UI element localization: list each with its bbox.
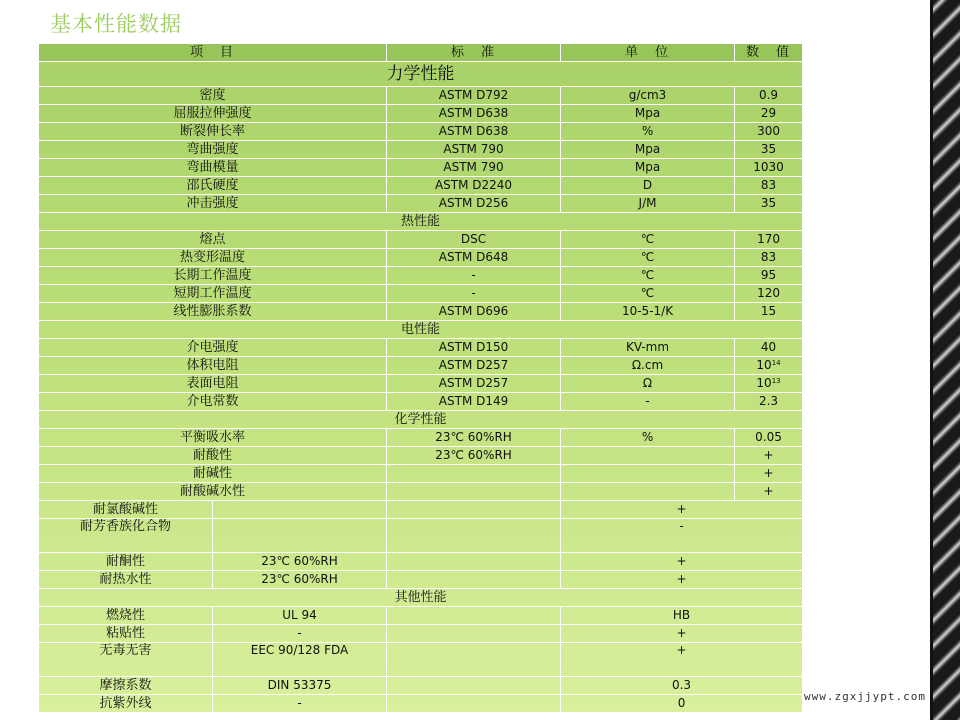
table-row xyxy=(39,285,803,303)
item-value: 120 xyxy=(735,285,803,303)
item-standard: ASTM D150 xyxy=(387,339,561,357)
item-name: 燃烧性 xyxy=(39,607,213,625)
empty-cell xyxy=(387,695,561,713)
item-value: 29 xyxy=(735,105,803,123)
item-name: 线性膨胀系数 xyxy=(39,303,387,321)
table-row xyxy=(39,231,803,249)
table-row xyxy=(39,159,803,177)
item-standard: - xyxy=(387,285,561,303)
item-standard: ASTM D792 xyxy=(387,87,561,105)
table-row xyxy=(39,105,803,123)
item-value: 95 xyxy=(735,267,803,285)
value-exponent: 14 xyxy=(771,359,781,367)
item-name: 耐碱性 xyxy=(39,465,387,483)
item-name: 无毒无害 xyxy=(39,643,213,677)
item-name: 耐热水性 xyxy=(39,571,213,589)
table-row xyxy=(39,123,803,141)
item-name: 耐氯酸碱性 xyxy=(39,501,213,519)
table-row xyxy=(39,429,803,447)
table-row xyxy=(39,375,803,393)
item-standard: ASTM 790 xyxy=(387,159,561,177)
item-name: 断裂伸长率 xyxy=(39,123,387,141)
value-exponent: 13 xyxy=(771,377,781,385)
item-name: 密度 xyxy=(39,87,387,105)
item-standard: ASTM D257 xyxy=(387,357,561,375)
item-value: + xyxy=(561,571,803,589)
item-condition: 23℃ 60%RH xyxy=(213,553,387,571)
item-name: 耐酸性 xyxy=(39,447,387,465)
section-row xyxy=(39,589,803,607)
table-row xyxy=(39,177,803,195)
table-row xyxy=(39,87,803,105)
item-name: 短期工作温度 xyxy=(39,285,387,303)
header-unit: 单 位 xyxy=(561,44,735,62)
item-value: + xyxy=(561,625,803,643)
item-value: 0.05 xyxy=(735,429,803,447)
table-row xyxy=(39,393,803,411)
item-name: 抗紫外线 xyxy=(39,695,213,713)
item-standard xyxy=(387,483,561,501)
item-value: + xyxy=(561,643,803,677)
item-value: - xyxy=(561,519,803,553)
section-other: 其他性能 xyxy=(39,589,803,607)
empty-cell xyxy=(387,677,561,695)
empty-cell xyxy=(387,501,561,519)
item-value: 0.9 xyxy=(735,87,803,105)
item-standard: - xyxy=(387,267,561,285)
item-unit: Mpa xyxy=(561,105,735,123)
decorative-filmstrip-border xyxy=(930,0,960,720)
item-unit: J/M xyxy=(561,195,735,213)
item-unit: 10-5-1/K xyxy=(561,303,735,321)
table-row xyxy=(39,625,803,643)
table-row xyxy=(39,519,803,553)
item-unit: KV-mm xyxy=(561,339,735,357)
table-header-row xyxy=(39,44,803,62)
item-value: 35 xyxy=(735,195,803,213)
table-row xyxy=(39,643,803,677)
item-standard: ASTM D696 xyxy=(387,303,561,321)
item-value: + xyxy=(735,483,803,501)
value-base: 10 xyxy=(756,358,772,372)
item-unit: ℃ xyxy=(561,249,735,267)
table-row xyxy=(39,553,803,571)
table-row xyxy=(39,303,803,321)
item-unit: ℃ xyxy=(561,267,735,285)
table-row xyxy=(39,195,803,213)
item-value: 40 xyxy=(735,339,803,357)
item-name: 熔点 xyxy=(39,231,387,249)
item-value: 0.3 xyxy=(561,677,803,695)
item-name: 介电强度 xyxy=(39,339,387,357)
item-unit: ℃ xyxy=(561,285,735,303)
item-condition: - xyxy=(213,625,387,643)
table-row xyxy=(39,447,803,465)
value-base: 10 xyxy=(756,376,772,390)
empty-cell xyxy=(387,571,561,589)
section-row xyxy=(39,213,803,231)
section-mechanical: 力学性能 xyxy=(39,62,803,87)
item-name: 弯曲强度 xyxy=(39,141,387,159)
item-standard: ASTM 790 xyxy=(387,141,561,159)
header-value: 数 值 xyxy=(735,44,803,62)
item-unit: ℃ xyxy=(561,231,735,249)
item-name: 冲击强度 xyxy=(39,195,387,213)
item-value: 170 xyxy=(735,231,803,249)
item-name: 热变形温度 xyxy=(39,249,387,267)
table-row xyxy=(39,677,803,695)
item-condition xyxy=(213,519,387,553)
section-row xyxy=(39,62,803,87)
item-condition: - xyxy=(213,695,387,713)
item-standard: ASTM D149 xyxy=(387,393,561,411)
item-name: 摩擦系数 xyxy=(39,677,213,695)
header-item: 项 目 xyxy=(39,44,387,62)
item-value: + xyxy=(735,447,803,465)
item-value: 300 xyxy=(735,123,803,141)
item-unit: % xyxy=(561,123,735,141)
item-name: 屈服拉伸强度 xyxy=(39,105,387,123)
item-standard: ASTM D648 xyxy=(387,249,561,267)
item-standard xyxy=(387,465,561,483)
item-condition: DIN 53375 xyxy=(213,677,387,695)
item-value xyxy=(735,357,803,375)
item-name: 平衡吸水率 xyxy=(39,429,387,447)
item-condition: UL 94 xyxy=(213,607,387,625)
page-title: 基本性能数据 xyxy=(50,12,182,36)
item-unit xyxy=(561,447,735,465)
empty-cell xyxy=(387,519,561,553)
table-row xyxy=(39,249,803,267)
item-standard: 23℃ 60%RH xyxy=(387,429,561,447)
item-value xyxy=(735,375,803,393)
section-row xyxy=(39,411,803,429)
item-value: + xyxy=(561,501,803,519)
item-name: 粘贴性 xyxy=(39,625,213,643)
table-row xyxy=(39,695,803,713)
section-row xyxy=(39,321,803,339)
item-name: 介电常数 xyxy=(39,393,387,411)
item-value: 1030 xyxy=(735,159,803,177)
item-value: 0 xyxy=(561,695,803,713)
item-name: 长期工作温度 xyxy=(39,267,387,285)
empty-cell xyxy=(387,553,561,571)
item-value: 2.3 xyxy=(735,393,803,411)
item-unit: D xyxy=(561,177,735,195)
item-unit: - xyxy=(561,393,735,411)
properties-table xyxy=(38,43,803,713)
item-value: + xyxy=(735,465,803,483)
section-electrical: 电性能 xyxy=(39,321,803,339)
header-standard: 标 准 xyxy=(387,44,561,62)
item-name: 体积电阻 xyxy=(39,357,387,375)
table-row xyxy=(39,357,803,375)
item-name: 耐酮性 xyxy=(39,553,213,571)
empty-cell xyxy=(387,625,561,643)
item-unit xyxy=(561,483,735,501)
item-standard: ASTM D638 xyxy=(387,105,561,123)
item-standard: ASTM D638 xyxy=(387,123,561,141)
item-value: 35 xyxy=(735,141,803,159)
table-row xyxy=(39,607,803,625)
item-standard: DSC xyxy=(387,231,561,249)
empty-cell xyxy=(387,643,561,677)
item-condition: EEC 90/128 FDA xyxy=(213,643,387,677)
item-value: 15 xyxy=(735,303,803,321)
item-name: 邵氏硬度 xyxy=(39,177,387,195)
item-unit xyxy=(561,465,735,483)
item-value: 83 xyxy=(735,177,803,195)
table-row xyxy=(39,339,803,357)
item-unit: Mpa xyxy=(561,141,735,159)
item-unit: Mpa xyxy=(561,159,735,177)
item-condition: 23℃ 60%RH xyxy=(213,571,387,589)
item-name: 耐酸碱水性 xyxy=(39,483,387,501)
item-standard: ASTM D256 xyxy=(387,195,561,213)
empty-cell xyxy=(387,607,561,625)
table-row xyxy=(39,571,803,589)
table-row xyxy=(39,483,803,501)
section-thermal: 热性能 xyxy=(39,213,803,231)
item-standard: ASTM D257 xyxy=(387,375,561,393)
item-value: + xyxy=(561,553,803,571)
section-chemical: 化学性能 xyxy=(39,411,803,429)
table-row xyxy=(39,501,803,519)
item-unit: Ω xyxy=(561,375,735,393)
item-unit: Ω.cm xyxy=(561,357,735,375)
item-value: 83 xyxy=(735,249,803,267)
table-row xyxy=(39,267,803,285)
item-standard: 23℃ 60%RH xyxy=(387,447,561,465)
watermark-url: www.zgxjjypt.com xyxy=(804,690,926,703)
item-unit: g/cm3 xyxy=(561,87,735,105)
item-name: 弯曲模量 xyxy=(39,159,387,177)
item-standard: ASTM D2240 xyxy=(387,177,561,195)
table-row xyxy=(39,141,803,159)
item-value: HB xyxy=(561,607,803,625)
item-name: 耐芳香族化合物 xyxy=(39,519,213,553)
table-row xyxy=(39,465,803,483)
item-condition xyxy=(213,501,387,519)
item-unit: % xyxy=(561,429,735,447)
item-name: 表面电阻 xyxy=(39,375,387,393)
